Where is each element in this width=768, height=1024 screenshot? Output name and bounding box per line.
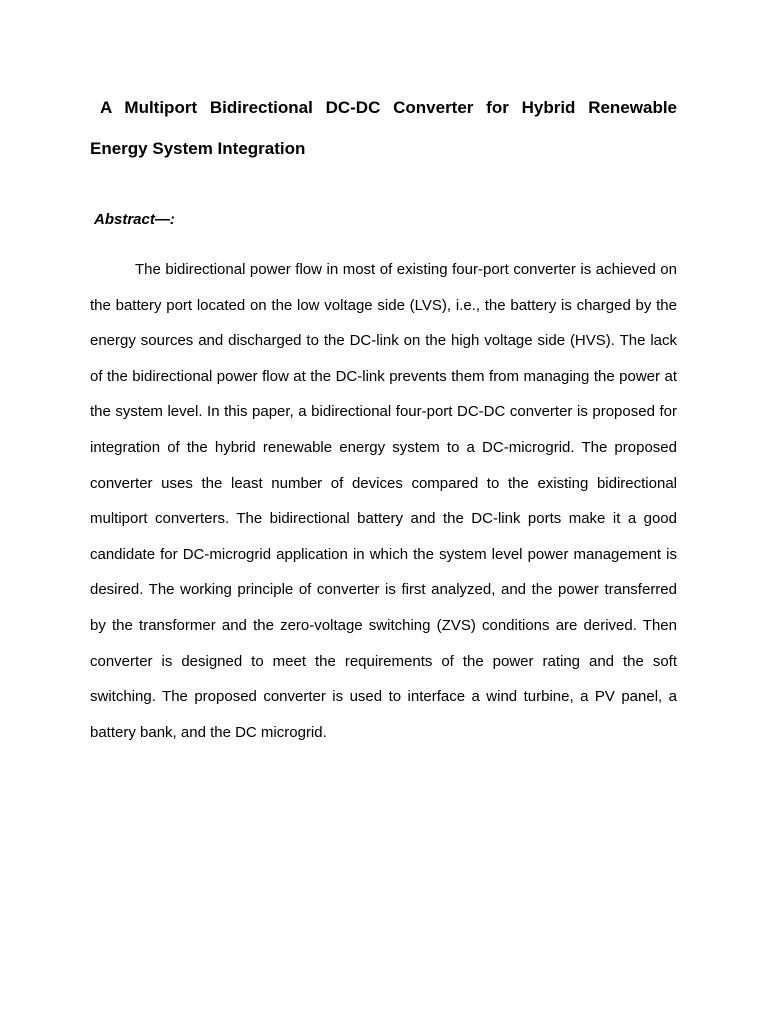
abstract-paragraph: The bidirectional power flow in most of existing four-port converter is achieved on the battery port located on the low voltage side (LVS), i.e., the battery is charged by the energy sources and discharged to the DC-link on the high voltage side (HVS). The lack of the bidirectional power flow at the DC-link prevents them from managing the power at the system level. In this paper, a bidirectional four-port DC-DC converter is proposed for integration of the hybrid renewable energy system to a DC-microgrid. The proposed converter uses the least number of devices compared to the existing bidirectional multiport converters. The bidirectional battery and the DC-link ports make it a good candidate for DC-microgrid application in which the system level power management is desired. The working principle of converter is first analyzed, and the power transferred by the transformer and the zero-voltage switching (ZVS) conditions are derived. Then converter is designed to meet the requirements of the power rating and the soft switching. The proposed converter is used to interface a wind turbine, a PV panel, a battery bank, and the DC microgrid. [90, 261, 677, 741]
paper-title: A Multiport Bidirectional DC-DC Converter for Hybrid Renewable Energy System Integration [90, 98, 677, 158]
abstract-heading: Abstract—: [94, 211, 175, 228]
